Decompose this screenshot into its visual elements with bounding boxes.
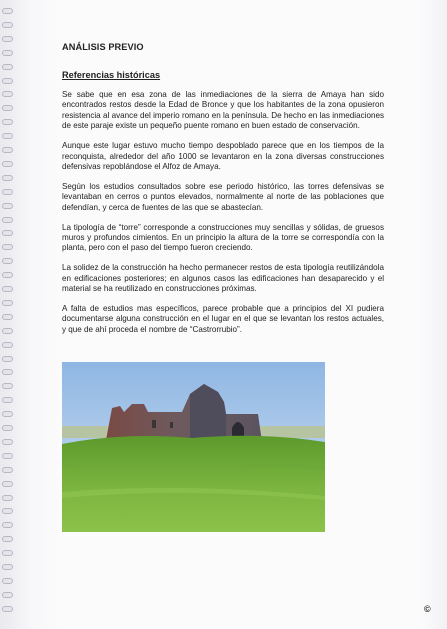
binding-ring <box>2 50 13 56</box>
binding-ring <box>2 606 13 612</box>
binding-ring <box>2 481 13 487</box>
binding-ring <box>2 286 13 292</box>
binding-ring <box>2 314 13 320</box>
binding-ring <box>2 383 13 389</box>
binding-ring <box>2 550 13 556</box>
binding-ring <box>2 508 13 514</box>
binding-ring <box>2 272 13 278</box>
binding-ring <box>2 147 13 153</box>
binding-ring <box>2 217 13 223</box>
binding-ring <box>2 439 13 445</box>
spiral-binding <box>2 8 14 620</box>
page-heading: ANÁLISIS PREVIO <box>62 42 144 52</box>
binding-ring <box>2 189 13 195</box>
binding-ring <box>2 133 13 139</box>
grass-field <box>62 436 325 532</box>
binding-ring <box>2 578 13 584</box>
binding-ring <box>2 244 13 250</box>
binding-ring <box>2 397 13 403</box>
binding-ring <box>2 22 13 28</box>
binding-ring <box>2 36 13 42</box>
binding-ring <box>2 8 13 14</box>
binding-ring <box>2 230 13 236</box>
binding-ring <box>2 453 13 459</box>
binding-ring <box>2 175 13 181</box>
binding-ring <box>2 411 13 417</box>
section-subheading: Referencias históricas <box>62 70 161 80</box>
binding-ring <box>2 369 13 375</box>
binding-ring <box>2 564 13 570</box>
binding-ring <box>2 425 13 431</box>
binding-ring <box>2 592 13 598</box>
binding-ring <box>2 105 13 111</box>
binding-ring <box>2 495 13 501</box>
binding-ring <box>2 467 13 473</box>
binding-ring <box>2 342 13 348</box>
binding-ring <box>2 203 13 209</box>
binding-ring <box>2 119 13 125</box>
binding-ring <box>2 258 13 264</box>
paragraph-5: La solidez de la construcción ha hecho permanecer restos de esta tipología reutilizándola en edificaciones posteriores; en algunos casos las edificaciones han desaparecido y el material se ha reutilizado en construcciones próximas. <box>62 263 384 294</box>
ruin-photo-image <box>62 362 325 532</box>
document-content <box>62 42 384 345</box>
ruin-photo <box>62 362 325 532</box>
binding-ring <box>2 356 13 362</box>
binding-ring <box>2 300 13 306</box>
binding-ring <box>2 64 13 70</box>
binding-ring <box>2 161 13 167</box>
binding-ring <box>2 328 13 334</box>
binding-ring <box>2 536 13 542</box>
paragraph-2: Aunque este lugar estuvo mucho tiempo despoblado parece que en los tiempos de la reconquista, alrededor del año 1000 se levantaron en la zona diversas construcciones defensivas repoblándose el Alfoz de Amaya. <box>62 141 384 171</box>
paragraph-3: Según los estudios consultados sobre ese periodo histórico, las torres defensivas se levantaban en cerros o puntos elevados, normalmente al norte de las poblaciones que defendían, y cerca de fuentes de las que se abastecían. <box>62 181 384 212</box>
binding-ring <box>2 78 13 84</box>
binding-ring <box>2 522 13 528</box>
paragraph-6: A falta de estudios mas específicos, parece probable que a principios del XI pudiera documentarse alguna construcción en el lugar en el que se levantan los restos actuales, y que de ahí proceda el nombre de “Castrorrubio”. <box>62 304 384 334</box>
paragraph-4: La tipología de “torre” corresponde a construcciones muy sencillas y sólidas, de gruesos muros y profundos cimientos. En un principio la altura de la torre se correspondía con la planta, pero con el paso del tiempo fueron creciendo. <box>62 222 384 253</box>
paragraph-1: Se sabe que en esa zona de las inmediaciones de la sierra de Amaya han sido encontrados restos desde la Edad de Bronce y que los habitantes de la zona opusieron resistencia al avance del imperio romano en la península. De hecho en las inmediaciones de este paraje existe un pequeño puente romano en buen estado de conservación. <box>62 90 384 131</box>
binding-ring <box>2 91 13 97</box>
copyright-mark: © <box>424 604 431 614</box>
